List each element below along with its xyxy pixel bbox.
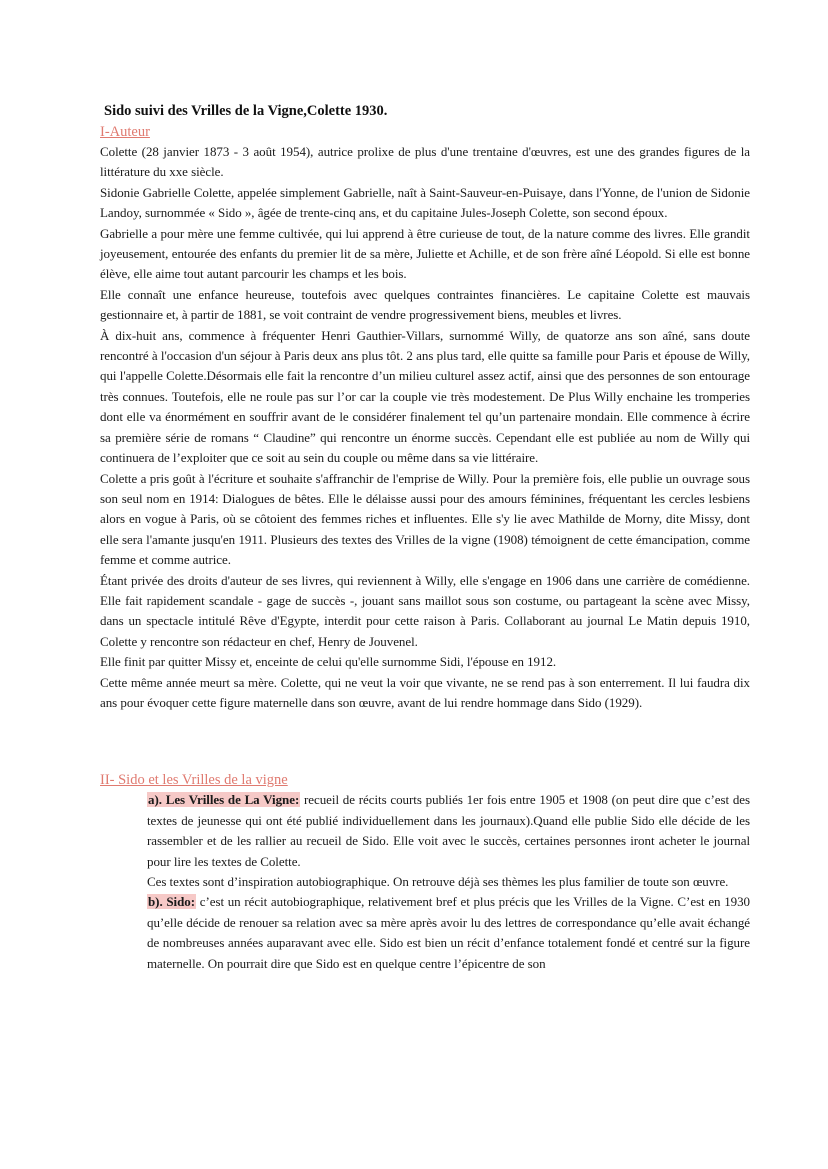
document-page [100, 100, 750, 974]
document-title: Sido suivi des Vrilles de la Vigne,Colette 1930. [104, 103, 388, 119]
paragraph-sido [147, 892, 750, 974]
section-heading-sido-vrilles: II- Sido et les Vrilles de la vigne [100, 772, 288, 789]
paragraph-willy: À dix-huit ans, commence à fréquenter Henri Gauthier-Villars, surnommé Willy, de quatorze ans son aîné, sans doute rencontré à l'occasion d'un séjour à Paris deux ans plus tôt. 2 ans plus tard, elle quitte sa famille pour Paris et épouse de Willy, qui l'appelle Colette.Désormais elle fait la rencontre d’un milieu culturel assez actif, ainsi que des personnes de son entourage très connues. Toutefois, elle ne roule pas sur l’or car la couple vie très modestement. De Plus Willy enchaine les tromperies dont elle va énormément en souffrir avant de le considérer finalement tel qu’un partenaire mondain. Elle commence à écrire sa première série de romans “ Claudine” qui rencontre un énorme succès. Cependant elle est publiée au nom de Willy qui continuera de l’exploiter que ce soit au sein du couple ou même dans sa vie littéraire. [100, 327, 750, 466]
paragraph-vrilles-themes: Ces textes sont d’inspiration autobiographique. On retrouve déjà ses thèmes les plus familier de toute son œuvre. [147, 874, 729, 889]
vrilles-text: recueil de récits courts publiés 1er fois entre 1905 et 1908 (on peut dire que c’est des textes de jeunesse qui ont été publié individuellement dans les journaux).Quand elle publie Sido elle décide de les rassembler et de les rallier au recueil de Sido. Elle voit avec le succès, certaines personnes iront acheter le journal pour lire les textes de Colette. [147, 792, 750, 869]
highlight-label-sido: b). Sido: [148, 894, 196, 910]
paragraph-emancipation: Colette a pris goût à l'écriture et souhaite s'affranchir de l'emprise de Willy. Pour la première fois, elle publie un ouvrage sous son seul nom en 1914: Dialogues de bêtes. Elle le délaisse aussi pour des amours féminines, fréquentant les cercles lesbiens alors en vogue à Paris, où se côtoient des femmes riches et influentes. Elle s'y lie avec Mathilde de Morny, dite Missy, dont elle sera l'amante jusqu'en 1911. Plusieurs des textes des Vrilles de la vigne (1908) témoignent de cette émancipation, comme femme et comme autrice. [100, 470, 750, 568]
paragraph-parents: Sidonie Gabrielle Colette, appelée simplement Gabrielle, naît à Saint-Sauveur-en-Puisaye, dans l'Yonne, de l'union de Sidonie Landoy, surnommée « Sido », âgée de trente-cinq ans, et du capitaine Jules-Joseph Colette, son second époux. [100, 184, 750, 221]
section-spacer [100, 713, 750, 770]
section2-body [147, 790, 750, 974]
paragraph-career: Étant privée des droits d'auteur de ses livres, qui reviennent à Willy, elle s'engage en 1906 dans une carrière de comédienne. Elle fait rapidement scandale - gage de succès -, jouant sans maillot sous son costume, ou partageant la scène avec Missy, dans un spectacle intitulé Rêve d'Egypte, interdit pour cette raison à Paris. Collaborant au journal Le Matin depuis 1910, Colette y rencontre son rédacteur en chef, Henry de Jouvenel. [100, 572, 750, 649]
paragraph-mother-death: Cette même année meurt sa mère. Colette, qui ne veut la voir que vivante, ne se rend pas à son enterrement. Il lui faudra dix ans pour évoquer cette figure maternelle dans son œuvre, avant de lui rendre hommage dans Sido (1929). [100, 674, 750, 710]
sido-text: c’est un récit autobiographique, relativement bref et plus précis que les Vrilles de la Vigne. C’est en 1930 qu’elle décide de renouer sa relation avec sa mère après avoir lu des lettres de correspondance qu’elle avait échangé de nombreuses années auparavant avec elle. Sido est bien un récit d’enfance totalement fondé et centré sur la figure maternelle. On pourrait dire que Sido est en quelque centre l’épicentre de son [147, 894, 751, 971]
paragraph-marriage: Elle finit par quitter Missy et, enceinte de celui qu'elle surnomme Sidi, l'épouse en 1912. [100, 654, 557, 670]
paragraph-finances: Elle connaît une enfance heureuse, toutefois avec quelques contraintes financières. Le capitaine Colette est mauvais gestionnaire et, à partir de 1881, se voit contraint de vendre progressivement biens, meubles et livres. [100, 286, 750, 323]
paragraph-birth: Colette (28 janvier 1873 - 3 août 1954), autrice prolixe de plus d'une trentaine d'œuvres, est une des grandes figures de la littérature du xxe siècle. [100, 144, 750, 180]
section-heading-auteur: I-Auteur [100, 124, 150, 140]
paragraph-vrilles [147, 790, 750, 872]
highlight-label-vrilles: a). Les Vrilles de La Vigne: [148, 792, 300, 808]
paragraph-childhood: Gabrielle a pour mère une femme cultivée, qui lui apprend à être curieuse de tout, de la nature comme des livres. Elle grandit joyeusement, entourée des enfants du premier lit de sa mère, Juliette et Achille, et de son frère aîné Léopold. Si elle est bonne élève, elle aime tout autant parcourir les champs et les bois. [100, 225, 750, 282]
